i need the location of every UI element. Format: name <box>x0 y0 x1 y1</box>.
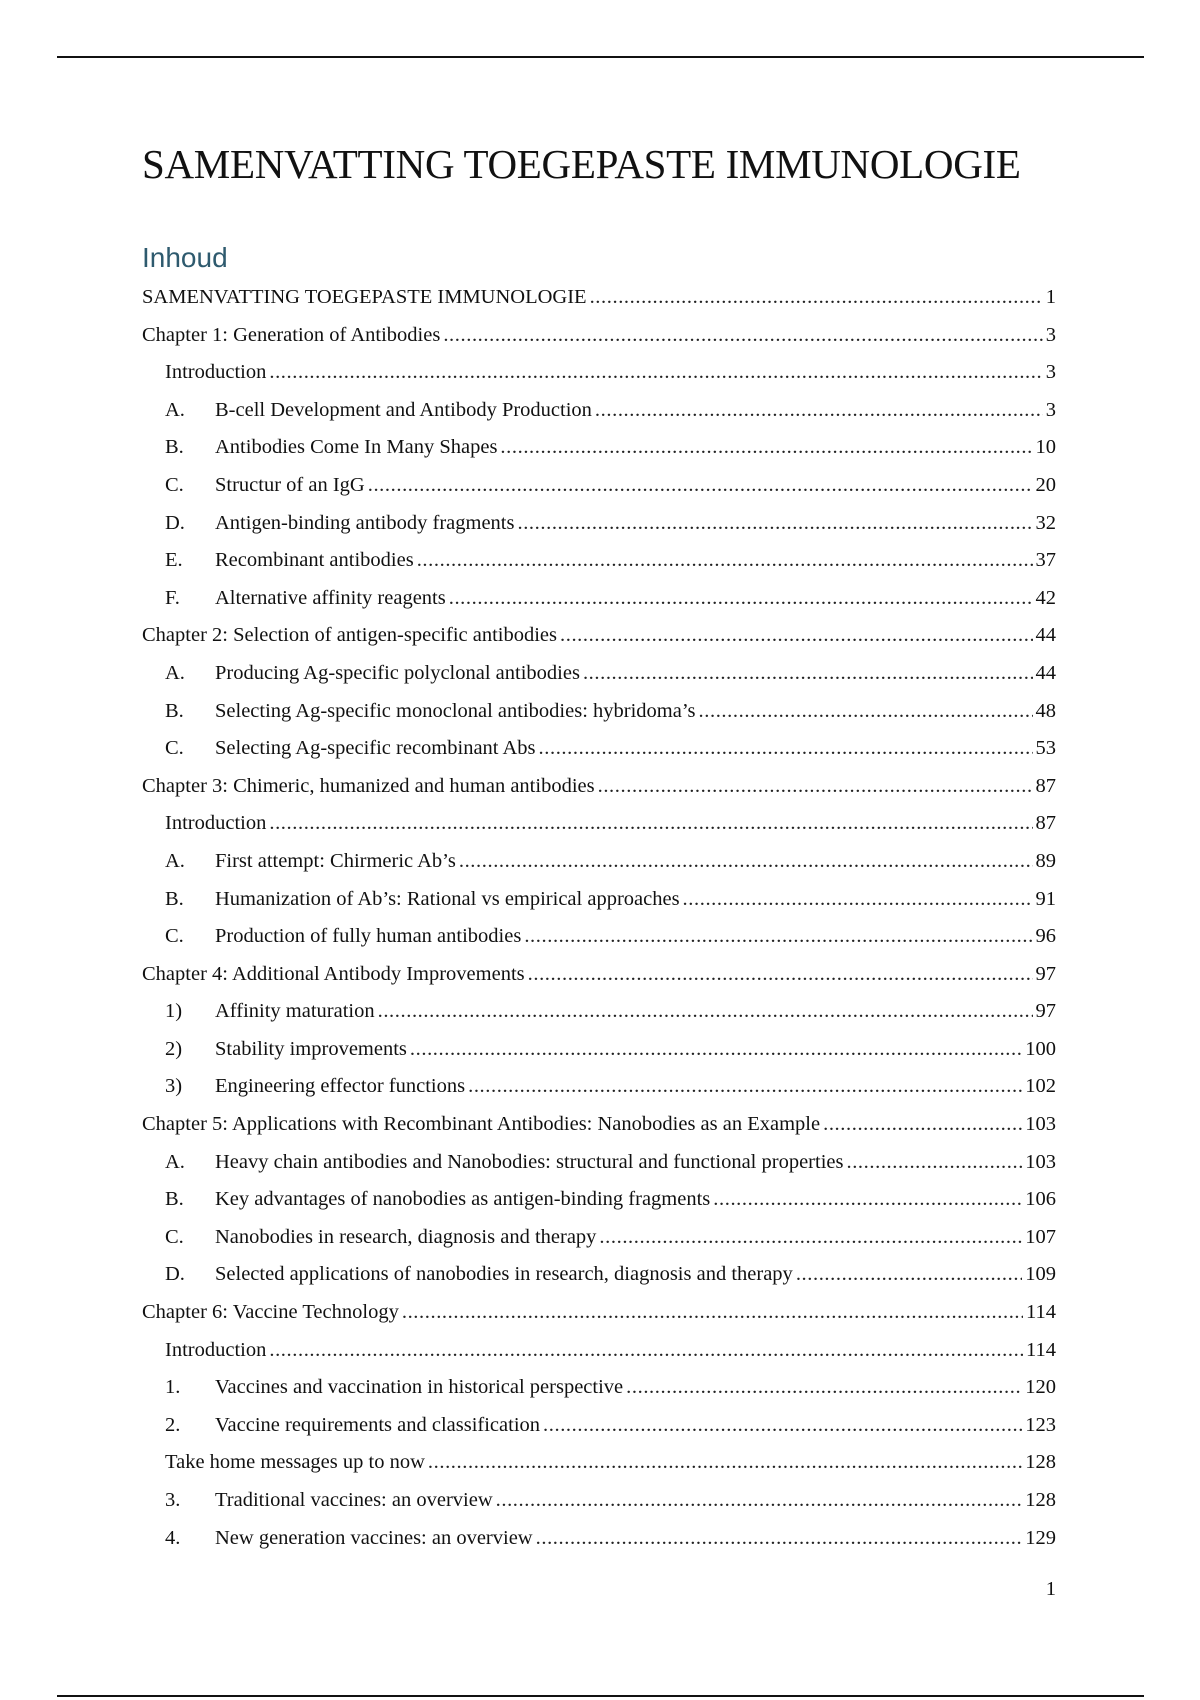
toc-dot-leader <box>417 542 1033 580</box>
toc-entry[interactable] <box>142 617 1056 655</box>
toc-entry-page: 42 <box>1035 586 1056 609</box>
toc-entry-title: Chapter 4: Additional Antibody Improvements <box>142 962 525 985</box>
header-rule <box>57 56 1144 58</box>
toc-dot-leader <box>517 505 1032 543</box>
toc-entry[interactable] <box>142 1294 1056 1332</box>
toc-entry-page: 128 <box>1025 1489 1056 1511</box>
toc-dot-leader <box>599 1219 1022 1257</box>
toc-entry-title: Introduction <box>165 812 267 835</box>
toc-dot-leader <box>595 392 1043 430</box>
toc-dot-leader <box>269 354 1042 392</box>
toc-entry-title: Antigen-binding antibody fragments <box>215 511 515 534</box>
toc-entry[interactable] <box>142 918 1056 956</box>
toc-entry-page: 87 <box>1035 812 1056 835</box>
toc-entry-title: Chapter 6: Vaccine Technology <box>142 1301 399 1324</box>
page-number: 1 <box>1045 1578 1056 1600</box>
toc-dot-leader <box>269 1332 1023 1370</box>
toc-entry-title: Selecting Ag-specific recombinant Abs <box>215 737 536 760</box>
toc-entry-title: Engineering effector functions <box>215 1075 466 1098</box>
toc-entry-number: B. <box>165 436 184 459</box>
toc-entry-page: 128 <box>1025 1451 1056 1474</box>
toc-entry[interactable] <box>142 505 1056 543</box>
toc-entry-title: Affinity maturation <box>215 1000 375 1023</box>
toc-entry[interactable] <box>142 1332 1056 1370</box>
toc-dot-leader <box>796 1256 1022 1294</box>
toc-entry-title: Chapter 1: Generation of Antibodies <box>142 323 441 346</box>
toc-entry-number: 2) <box>165 1037 183 1060</box>
toc-dot-leader <box>560 617 1033 655</box>
toc-entry-title: SAMENVATTING TOEGEPASTE IMMUNOLOGIE <box>142 286 587 308</box>
toc-entry-title: Chapter 5: Applications with Recombinant Antibodies: Nanobodies as an Example <box>142 1113 821 1136</box>
toc-entry[interactable] <box>142 279 1056 317</box>
toc-dot-leader <box>496 1482 1023 1520</box>
toc-entry-title: Antibodies Come In Many Shapes <box>215 436 498 459</box>
toc-entry[interactable] <box>142 317 1056 355</box>
toc-entry[interactable] <box>142 768 1056 806</box>
toc-entry-number: B. <box>165 699 184 722</box>
toc-entry[interactable] <box>142 1369 1056 1407</box>
toc-entry-number: B. <box>165 1188 184 1211</box>
toc-entry-title: Take home messages up to now <box>165 1451 425 1474</box>
toc-heading: Inhoud <box>142 242 228 273</box>
toc-dot-leader <box>402 1294 1023 1332</box>
toc-dot-leader <box>368 467 1033 505</box>
toc-entry[interactable] <box>142 1219 1056 1257</box>
toc-entry-number: A. <box>165 849 185 872</box>
toc-entry-number: E. <box>165 549 183 572</box>
toc-dot-leader <box>846 1144 1022 1182</box>
toc-entry-number: C. <box>165 1225 184 1248</box>
toc-dot-leader <box>598 768 1033 806</box>
toc-entry-page: 114 <box>1026 1301 1056 1324</box>
toc-entry-number: D. <box>165 1263 185 1286</box>
toc-dot-leader <box>583 655 1033 693</box>
toc-dot-leader <box>626 1369 1022 1407</box>
toc-entry-title: Key advantages of nanobodies as antigen-binding fragments <box>215 1188 711 1211</box>
document-title: SAMENVATTING TOEGEPASTE IMMUNOLOGIE <box>142 141 1021 187</box>
toc-entry-page: 87 <box>1035 774 1056 797</box>
toc-entry[interactable] <box>142 1444 1056 1482</box>
toc-entry-number: D. <box>165 511 185 534</box>
toc-entry-number: B. <box>165 887 184 910</box>
toc-entry-title: Alternative affinity reagents <box>215 586 446 609</box>
toc-entry-page: 3 <box>1045 398 1056 421</box>
toc-entry-page: 3 <box>1045 361 1056 384</box>
toc-entry-number: 3. <box>165 1489 181 1511</box>
toc-dot-leader <box>590 279 1043 317</box>
toc-entry-page: 120 <box>1025 1376 1056 1399</box>
toc-entry-number: 2. <box>165 1413 181 1436</box>
toc-entry-title: Production of fully human antibodies <box>215 925 522 948</box>
toc-entry-page: 100 <box>1025 1037 1056 1060</box>
toc-entry[interactable] <box>142 1482 1056 1520</box>
toc-entry-page: 32 <box>1035 511 1056 534</box>
toc-entry-page: 103 <box>1025 1150 1056 1173</box>
toc-entry-page: 97 <box>1035 962 1056 985</box>
toc-entry-title: New generation vaccines: an overview <box>215 1526 533 1549</box>
toc-dot-leader <box>269 805 1032 843</box>
toc-entry-page: 89 <box>1035 849 1056 872</box>
toc-dot-leader <box>524 918 1032 956</box>
toc-entry[interactable] <box>142 1407 1056 1445</box>
toc-entry-title: Introduction <box>165 1338 267 1361</box>
toc-entry-number: F. <box>165 586 180 609</box>
toc-entry-title: Traditional vaccines: an overview <box>215 1489 493 1511</box>
toc-entry[interactable] <box>142 1068 1056 1106</box>
toc-entry-number: 4. <box>165 1526 181 1549</box>
toc-entry[interactable] <box>142 1106 1056 1144</box>
toc-dot-leader <box>443 317 1042 355</box>
toc-entry[interactable] <box>142 467 1056 505</box>
toc-dot-leader <box>459 843 1033 881</box>
toc-entry-number: C. <box>165 737 184 760</box>
toc-entry-number: 3) <box>165 1075 183 1098</box>
toc-entry[interactable] <box>142 805 1056 843</box>
toc-entry-number: C. <box>165 473 184 496</box>
toc-dot-leader <box>543 1407 1022 1445</box>
toc-entry[interactable] <box>142 993 1056 1031</box>
toc-entry-title: Vaccine requirements and classification <box>215 1413 541 1436</box>
toc-entry-title: First attempt: Chirmeric Ab’s <box>215 849 456 872</box>
table-of-contents <box>142 279 1056 1557</box>
toc-entry-page: 102 <box>1025 1075 1056 1098</box>
toc-entry[interactable] <box>142 956 1056 994</box>
toc-entry[interactable] <box>142 881 1056 919</box>
toc-entry-title: Humanization of Ab’s: Rational vs empirical approaches <box>215 887 680 910</box>
toc-entry-title: Introduction <box>165 361 267 384</box>
toc-entry-title: Chapter 3: Chimeric, humanized and human antibodies <box>142 774 595 797</box>
toc-dot-leader <box>428 1444 1022 1482</box>
toc-entry[interactable] <box>142 1181 1056 1219</box>
toc-entry-number: C. <box>165 925 184 948</box>
toc-entry-title: B-cell Development and Antibody Production <box>215 398 592 421</box>
toc-entry-page: 48 <box>1035 699 1056 722</box>
toc-dot-leader <box>713 1181 1022 1219</box>
toc-entry-page: 106 <box>1025 1188 1056 1211</box>
toc-entry-title: Vaccines and vaccination in historical perspective <box>215 1376 624 1399</box>
toc-entry-number: 1. <box>165 1376 181 1399</box>
toc-entry[interactable] <box>142 392 1056 430</box>
toc-entry-number: A. <box>165 661 185 684</box>
toc-entry-number: A. <box>165 1150 185 1173</box>
toc-entry[interactable] <box>142 1144 1056 1182</box>
toc-entry-number: A. <box>165 398 185 421</box>
toc-entry[interactable] <box>142 1031 1056 1069</box>
toc-entry-page: 53 <box>1035 737 1056 760</box>
toc-entry-title: Chapter 2: Selection of antigen-specific antibodies <box>142 624 557 647</box>
toc-dot-leader <box>378 993 1033 1031</box>
toc-dot-leader <box>468 1068 1022 1106</box>
toc-dot-leader <box>539 730 1033 768</box>
toc-entry-page: 123 <box>1025 1413 1056 1436</box>
toc-entry-page: 129 <box>1025 1526 1056 1549</box>
toc-dot-leader <box>449 580 1033 618</box>
toc-entry-number: 1) <box>165 1000 183 1023</box>
toc-entry-page: 10 <box>1035 436 1056 459</box>
toc-entry[interactable] <box>142 1520 1056 1558</box>
toc-entry-title: Producing Ag-specific polyclonal antibodies <box>215 661 580 684</box>
toc-entry-page: 114 <box>1026 1338 1056 1361</box>
toc-entry-page: 3 <box>1045 323 1056 346</box>
toc-entry[interactable] <box>142 429 1056 467</box>
toc-entry[interactable] <box>142 730 1056 768</box>
toc-dot-leader <box>536 1520 1023 1558</box>
toc-entry[interactable] <box>142 693 1056 731</box>
toc-dot-leader <box>410 1031 1022 1069</box>
toc-entry-page: 20 <box>1035 473 1056 496</box>
toc-entry-page: 107 <box>1025 1225 1056 1248</box>
toc-entry-page: 96 <box>1035 925 1056 948</box>
footer-rule <box>57 1695 1144 1697</box>
toc-entry-page: 1 <box>1045 286 1056 308</box>
toc-entry[interactable] <box>142 655 1056 693</box>
toc-entry-page: 44 <box>1035 661 1056 684</box>
toc-entry-title: Selecting Ag-specific monoclonal antibodies: hybridoma’s <box>215 699 696 722</box>
toc-dot-leader <box>500 429 1032 467</box>
toc-entry-title: Structur of an IgG <box>215 473 365 496</box>
toc-entry[interactable] <box>142 354 1056 392</box>
toc-entry[interactable] <box>142 580 1056 618</box>
toc-entry-title: Recombinant antibodies <box>215 549 414 572</box>
toc-entry-title: Stability improvements <box>215 1037 407 1060</box>
toc-entry[interactable] <box>142 542 1056 580</box>
toc-entry-page: 97 <box>1035 1000 1056 1023</box>
toc-entry-title: Nanobodies in research, diagnosis and therapy <box>215 1225 597 1248</box>
toc-dot-leader <box>528 956 1033 994</box>
toc-entry[interactable] <box>142 1256 1056 1294</box>
toc-entry-page: 44 <box>1035 624 1056 647</box>
toc-entry-title: Selected applications of nanobodies in research, diagnosis and therapy <box>215 1263 793 1286</box>
toc-dot-leader <box>699 693 1033 731</box>
toc-dot-leader <box>823 1106 1022 1144</box>
toc-entry[interactable] <box>142 843 1056 881</box>
toc-dot-leader <box>683 881 1033 919</box>
toc-entry-title: Heavy chain antibodies and Nanobodies: structural and functional properties <box>215 1150 844 1173</box>
toc-entry-page: 103 <box>1025 1113 1056 1136</box>
toc-entry-page: 109 <box>1025 1263 1056 1286</box>
toc-entry-page: 37 <box>1035 549 1056 572</box>
toc-entry-page: 91 <box>1035 887 1056 910</box>
